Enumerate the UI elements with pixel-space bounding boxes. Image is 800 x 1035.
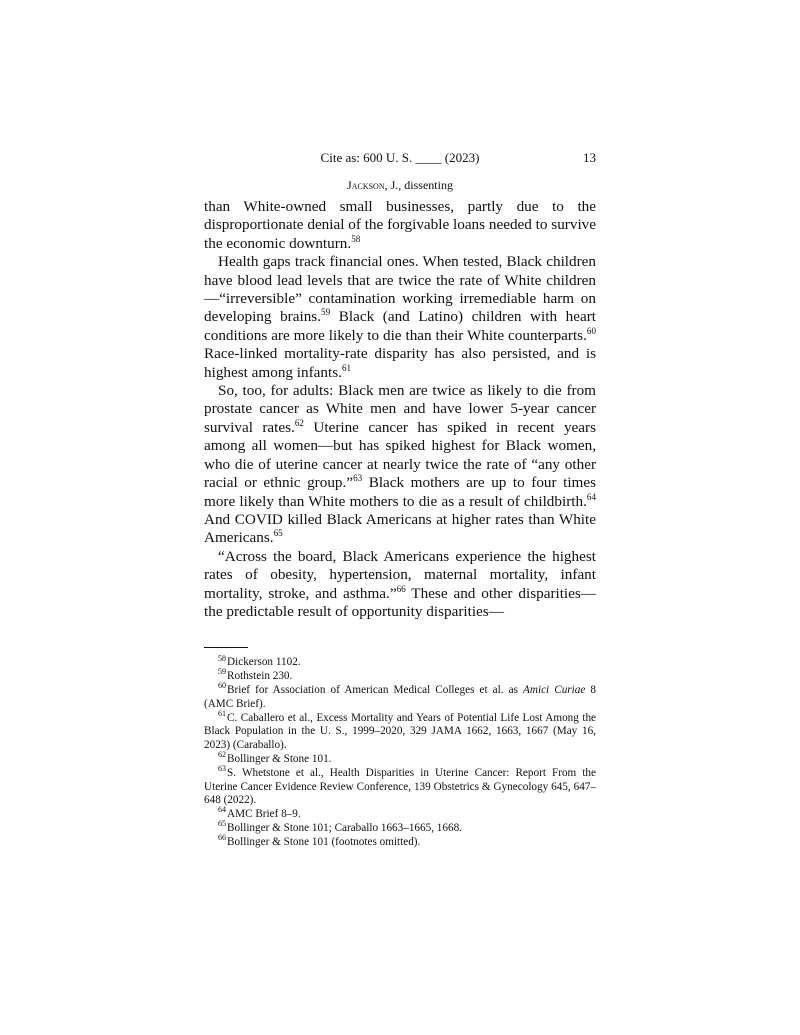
footnote-number: 63 — [218, 763, 227, 773]
paragraph-text: “Across the board, Black Americans experience the highest rates of obesity, hypertension, maternal mortality, infant mortality, stroke, and asthma.” — [204, 547, 596, 602]
running-head — [204, 150, 596, 170]
footnote-text: Bollinger & Stone 101; Caraballo 1663–1665, 1668. — [227, 821, 462, 834]
footnote-number: 66 — [218, 832, 227, 842]
footnotes — [204, 653, 596, 849]
footnote-number: 60 — [218, 681, 227, 691]
footnote-59 — [204, 667, 596, 684]
paragraph-text: Black (and Latino) children with heart conditions are more likely to die than their White counterparts. — [204, 308, 596, 344]
footnote-text: Rothstein 230. — [227, 670, 293, 683]
paragraph-text: So, too, for adults: Black men are twice as likely to die from prostate cancer as White men and have lower 5-year cancer survival rates. — [204, 382, 596, 436]
author-line — [204, 178, 596, 198]
paragraph-text: Uterine cancer has spiked in recent years among all women—but has spiked highest for Black women, who die of uterine cancer at nearly twice the rate of “any other racial or ethnic group.” — [204, 418, 596, 492]
paragraph-text: These and other disparities—the predictable result of opportunity disparities— — [204, 584, 596, 620]
footnote-64 — [204, 805, 596, 822]
footnote-text: C. Caballero et al., Excess Mortality and Years of Potential Life Lost Among the Black Population in the U. S., 1999–2020, 329 JAMA 1662, 1663, 1667 (May 16, 2023) (Caraballo). — [204, 711, 596, 752]
footnote-ref[interactable]: 63 — [353, 473, 363, 484]
footnote-66 — [204, 832, 596, 850]
opinion-page — [204, 150, 596, 850]
footnote-ref[interactable]: 62 — [294, 417, 304, 428]
footnote-ref[interactable]: 66 — [396, 583, 406, 594]
footnote-text: Bollinger & Stone 101 (footnotes omitted). — [227, 835, 421, 848]
paragraph-text: than White-owned small businesses, partly due to the disproportionate denial of the forgivable loans needed to survive the economic downturn. — [204, 198, 596, 252]
footnote-60 — [204, 681, 596, 712]
paragraph-text: Black mothers are up to four times more likely than White mothers to die as a result of childbirth. — [204, 474, 597, 510]
footnote-number: 64 — [218, 805, 227, 815]
opinion-body — [204, 198, 596, 621]
citation-header: Cite as: 600 U. S. ____ (2023) — [320, 150, 480, 165]
footnote-number: 58 — [218, 653, 227, 663]
footnote-number: 65 — [218, 819, 227, 829]
footnote-ref[interactable]: 58 — [351, 233, 361, 244]
page-number: 13 — [583, 150, 596, 165]
author-name: Jackson — [347, 178, 385, 192]
footnote-63 — [204, 763, 596, 808]
paragraph-text: And COVID killed Black Americans at higher rates than White Americans. — [204, 510, 596, 547]
footnote-text: S. Whetstone et al., Health Disparities in Uterine Cancer: Report From the Uterine Cancer Evidence Review Conference, 139 Obstetrics & Gynecology 645, 647–648 (2022). — [204, 766, 596, 807]
footnote-ref[interactable]: 59 — [321, 307, 331, 318]
footnote-number: 62 — [218, 750, 227, 760]
footnote-ref[interactable]: 65 — [273, 528, 283, 539]
footnote-65 — [204, 819, 596, 836]
paragraph-text: Health gaps track financial ones. When tested, Black children have blood lead levels that are twice the rate of White children—“irreversible” contamination working irremediable harm on developing brains. — [204, 253, 596, 326]
paragraph-2 — [204, 253, 596, 382]
footnote-number: 61 — [218, 708, 227, 718]
paragraph-4 — [204, 548, 596, 622]
footnote-text: Brief for Association of American Medical Colleges et al. as — [227, 683, 524, 696]
footnote-text: Dickerson 1102. — [227, 656, 301, 669]
footnote-text: AMC Brief 8–9. — [227, 808, 301, 821]
footnote-62 — [204, 750, 596, 767]
paragraph-1 — [204, 198, 596, 253]
footnote-61 — [204, 708, 596, 753]
footnote-italic: Amici Curiae — [523, 683, 586, 696]
footnote-ref[interactable]: 64 — [586, 491, 596, 502]
footnote-ref[interactable]: 60 — [586, 325, 596, 336]
footnote-58 — [204, 653, 596, 670]
paragraph-text: Race-linked mortality-rate disparity has also persisted, and is highest among infants. — [204, 345, 596, 381]
paragraph-3 — [204, 382, 596, 548]
footnote-text: Bollinger & Stone 101. — [227, 752, 332, 765]
footnote-ref[interactable]: 61 — [341, 362, 352, 373]
footnote-divider — [204, 647, 248, 648]
footnote-text: 8 (AMC Brief). — [204, 683, 596, 710]
author-role: , J., dissenting — [384, 178, 453, 192]
footnote-number: 59 — [218, 667, 227, 677]
